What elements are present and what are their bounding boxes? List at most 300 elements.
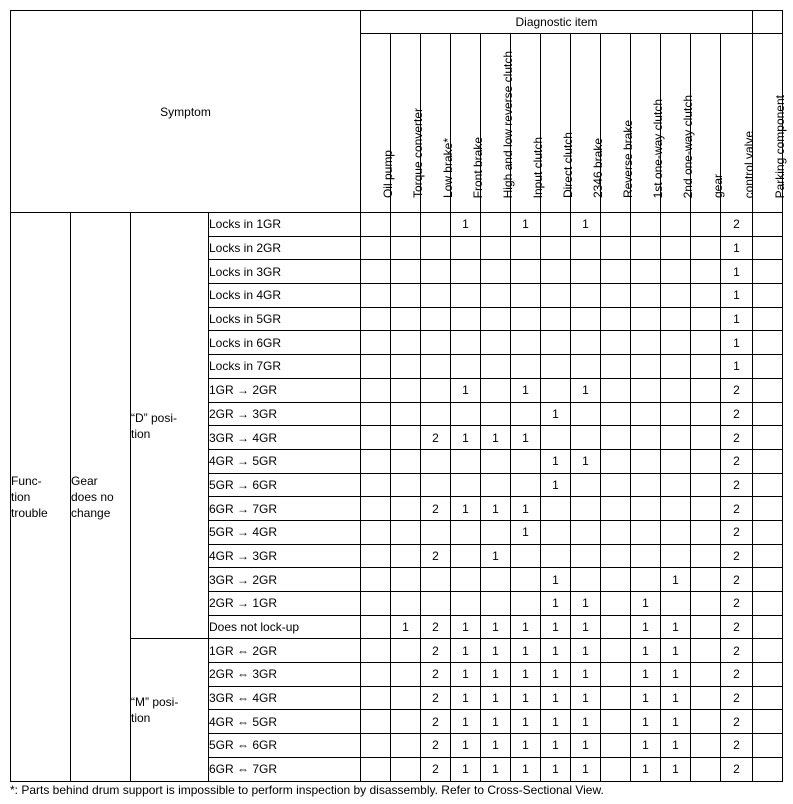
value-cell: 1 <box>511 520 541 544</box>
column-header <box>421 34 455 213</box>
column-header <box>511 34 545 213</box>
value-cell <box>661 402 691 426</box>
value-cell <box>541 284 571 308</box>
value-cell: 1 <box>571 213 601 237</box>
value-cell <box>691 307 721 331</box>
m-position-label: “M” posi- tion <box>131 694 179 725</box>
value-cell: 2 <box>421 757 451 781</box>
m-position-group <box>131 639 209 781</box>
value-cell: 1 <box>451 497 481 521</box>
value-cell <box>541 497 571 521</box>
value-cell <box>361 544 391 568</box>
column-header-label: gear <box>710 173 725 198</box>
column-header-label: Reverse brake <box>620 119 635 198</box>
symptom-cell: Locks in 2GR <box>209 236 361 260</box>
value-cell <box>601 639 631 663</box>
value-cell <box>511 236 541 260</box>
symptom-header: Symptom <box>11 11 361 213</box>
value-cell <box>391 568 421 592</box>
value-cell <box>481 355 511 379</box>
column-header-label: 2nd one-way clutch <box>680 94 695 198</box>
value-cell <box>361 331 391 355</box>
value-cell <box>753 307 783 331</box>
value-cell <box>631 236 661 260</box>
value-cell <box>541 378 571 402</box>
value-cell <box>631 473 661 497</box>
symptom-cell: Locks in 3GR <box>209 260 361 284</box>
value-cell <box>661 307 691 331</box>
value-cell: 1 <box>481 544 511 568</box>
value-cell: 1 <box>541 592 571 616</box>
value-cell: 2 <box>721 592 753 616</box>
value-cell: 1 <box>661 710 691 734</box>
value-cell <box>361 402 391 426</box>
value-cell <box>631 355 661 379</box>
value-cell: 1 <box>451 734 481 758</box>
value-cell <box>691 615 721 639</box>
value-cell <box>691 473 721 497</box>
value-cell: 2 <box>421 544 451 568</box>
value-cell <box>631 497 661 521</box>
value-cell: 2 <box>421 686 451 710</box>
value-cell <box>481 568 511 592</box>
value-cell <box>541 355 571 379</box>
value-cell: 2 <box>721 568 753 592</box>
value-cell <box>361 734 391 758</box>
value-cell <box>753 757 783 781</box>
value-cell <box>661 236 691 260</box>
function-trouble-label: Func- tion trouble <box>11 473 48 520</box>
value-cell <box>481 284 511 308</box>
table-row <box>11 213 783 237</box>
symptom-cell: Locks in 6GR <box>209 331 361 355</box>
value-cell: 1 <box>631 639 661 663</box>
value-cell <box>541 544 571 568</box>
value-cell: 1 <box>721 307 753 331</box>
value-cell: 1 <box>511 663 541 687</box>
value-cell <box>661 497 691 521</box>
column-header <box>571 34 605 213</box>
value-cell: 2 <box>421 497 451 521</box>
value-cell: 1 <box>571 449 601 473</box>
value-cell <box>571 307 601 331</box>
value-cell <box>691 378 721 402</box>
value-cell <box>601 260 631 284</box>
value-cell: 1 <box>541 615 571 639</box>
value-cell: 1 <box>571 592 601 616</box>
value-cell <box>511 568 541 592</box>
value-cell: 2 <box>721 449 753 473</box>
value-cell <box>691 663 721 687</box>
value-cell <box>451 568 481 592</box>
symptom-cell: Locks in 7GR <box>209 355 361 379</box>
value-cell <box>753 449 783 473</box>
symptom-cell: 2GR → 1GR <box>209 592 361 616</box>
value-cell: 2 <box>721 497 753 521</box>
value-cell <box>601 402 631 426</box>
value-cell: 1 <box>451 663 481 687</box>
value-cell <box>631 402 661 426</box>
value-cell <box>691 213 721 237</box>
value-cell <box>481 331 511 355</box>
value-cell: 1 <box>721 331 753 355</box>
value-cell <box>361 426 391 450</box>
value-cell <box>361 639 391 663</box>
value-cell <box>361 710 391 734</box>
value-cell <box>753 260 783 284</box>
column-header-label: 2346 brake <box>590 137 605 198</box>
value-cell <box>691 284 721 308</box>
symptom-cell: 4GR → 5GR <box>209 449 361 473</box>
value-cell <box>631 520 661 544</box>
value-cell <box>421 592 451 616</box>
value-cell <box>691 402 721 426</box>
value-cell <box>753 497 783 521</box>
value-cell: 1 <box>541 568 571 592</box>
value-cell: 1 <box>631 710 661 734</box>
value-cell: 2 <box>721 402 753 426</box>
value-cell <box>691 497 721 521</box>
symptom-cell: 4GR ⇔ 5GR <box>209 710 361 734</box>
value-cell <box>631 260 661 284</box>
value-cell: 1 <box>481 757 511 781</box>
value-cell <box>391 473 421 497</box>
value-cell: 1 <box>541 473 571 497</box>
value-cell: 2 <box>421 734 451 758</box>
value-cell: 1 <box>481 497 511 521</box>
value-cell <box>571 402 601 426</box>
value-cell: 2 <box>721 710 753 734</box>
value-cell <box>481 378 511 402</box>
value-cell: 1 <box>571 710 601 734</box>
value-cell <box>391 331 421 355</box>
d-position-group <box>131 213 209 639</box>
value-cell <box>451 284 481 308</box>
value-cell <box>361 213 391 237</box>
value-cell <box>661 426 691 450</box>
value-cell <box>631 213 661 237</box>
value-cell: 1 <box>661 734 691 758</box>
value-cell <box>631 378 661 402</box>
value-cell: 1 <box>511 686 541 710</box>
column-header-label: 1st one-way clutch <box>650 98 665 198</box>
symptom-cell: 6GR ⇔ 7GR <box>209 757 361 781</box>
value-cell <box>753 568 783 592</box>
value-cell <box>601 213 631 237</box>
value-cell <box>391 497 421 521</box>
value-cell <box>753 213 783 237</box>
column-header <box>451 34 485 213</box>
value-cell: 1 <box>721 260 753 284</box>
value-cell: 1 <box>661 568 691 592</box>
value-cell <box>601 568 631 592</box>
value-cell: 1 <box>511 213 541 237</box>
value-cell: 1 <box>511 426 541 450</box>
value-cell <box>601 757 631 781</box>
value-cell <box>571 544 601 568</box>
value-cell <box>421 355 451 379</box>
value-cell: 2 <box>721 663 753 687</box>
function-trouble-group <box>11 213 71 782</box>
value-cell <box>391 402 421 426</box>
value-cell <box>661 473 691 497</box>
value-cell: 1 <box>661 615 691 639</box>
value-cell <box>361 520 391 544</box>
value-cell <box>601 284 631 308</box>
value-cell <box>391 710 421 734</box>
symptom-cell: 3GR → 2GR <box>209 568 361 592</box>
column-header-label: Front brake <box>470 136 485 198</box>
value-cell: 1 <box>481 734 511 758</box>
value-cell <box>421 402 451 426</box>
value-cell <box>511 355 541 379</box>
value-cell <box>753 402 783 426</box>
value-cell: 1 <box>661 663 691 687</box>
value-cell <box>541 520 571 544</box>
value-cell <box>361 307 391 331</box>
value-cell <box>481 307 511 331</box>
value-cell <box>753 426 783 450</box>
value-cell: 1 <box>511 710 541 734</box>
value-cell <box>511 307 541 331</box>
value-cell <box>361 757 391 781</box>
value-cell <box>391 639 421 663</box>
value-cell: 1 <box>541 710 571 734</box>
value-cell <box>391 734 421 758</box>
value-cell <box>753 355 783 379</box>
value-cell <box>601 426 631 450</box>
value-cell <box>661 449 691 473</box>
value-cell <box>753 520 783 544</box>
column-header-label: Direct clutch <box>560 131 575 198</box>
value-cell: 1 <box>661 639 691 663</box>
value-cell <box>691 236 721 260</box>
value-cell <box>691 710 721 734</box>
value-cell: 1 <box>511 615 541 639</box>
value-cell: 1 <box>661 686 691 710</box>
value-cell <box>361 686 391 710</box>
value-cell <box>361 473 391 497</box>
value-cell <box>753 544 783 568</box>
value-cell: 1 <box>571 615 601 639</box>
column-header <box>541 34 575 213</box>
value-cell <box>361 592 391 616</box>
value-cell: 2 <box>421 663 451 687</box>
value-cell <box>631 449 661 473</box>
value-cell <box>571 520 601 544</box>
value-cell: 1 <box>481 710 511 734</box>
value-cell <box>361 615 391 639</box>
symptom-cell: 4GR → 3GR <box>209 544 361 568</box>
value-cell: 2 <box>721 757 753 781</box>
value-cell: 1 <box>511 378 541 402</box>
value-cell <box>421 331 451 355</box>
value-cell <box>631 426 661 450</box>
value-cell: 1 <box>451 378 481 402</box>
value-cell <box>753 663 783 687</box>
value-cell <box>691 355 721 379</box>
value-cell <box>481 402 511 426</box>
value-cell <box>391 592 421 616</box>
value-cell <box>391 757 421 781</box>
value-cell <box>421 307 451 331</box>
value-cell: 1 <box>571 757 601 781</box>
value-cell <box>541 307 571 331</box>
value-cell <box>421 568 451 592</box>
symptom-cell: 2GR ⇔ 3GR <box>209 663 361 687</box>
value-cell: 2 <box>421 426 451 450</box>
value-cell <box>691 449 721 473</box>
value-cell <box>753 734 783 758</box>
value-cell <box>511 544 541 568</box>
value-cell <box>691 686 721 710</box>
value-cell <box>511 260 541 284</box>
value-cell <box>481 213 511 237</box>
value-cell <box>361 260 391 284</box>
value-cell <box>451 236 481 260</box>
value-cell: 1 <box>571 639 601 663</box>
value-cell <box>601 592 631 616</box>
diagnostic-item-header-end <box>753 11 783 34</box>
value-cell <box>753 284 783 308</box>
column-header <box>753 34 787 213</box>
symptom-cell: 3GR → 4GR <box>209 426 361 450</box>
value-cell <box>601 473 631 497</box>
value-cell <box>691 757 721 781</box>
value-cell <box>451 355 481 379</box>
value-cell <box>451 473 481 497</box>
column-header <box>481 34 515 213</box>
value-cell: 2 <box>721 686 753 710</box>
value-cell <box>511 449 541 473</box>
value-cell <box>451 331 481 355</box>
value-cell <box>511 473 541 497</box>
value-cell: 2 <box>721 615 753 639</box>
value-cell: 1 <box>631 663 661 687</box>
value-cell <box>601 615 631 639</box>
value-cell <box>481 473 511 497</box>
value-cell: 1 <box>541 639 571 663</box>
value-cell: 1 <box>391 615 421 639</box>
value-cell <box>481 260 511 284</box>
value-cell <box>571 284 601 308</box>
value-cell: 1 <box>571 686 601 710</box>
value-cell <box>661 284 691 308</box>
column-header-label: Torque converter <box>410 107 425 198</box>
value-cell <box>661 331 691 355</box>
value-cell <box>753 378 783 402</box>
value-cell <box>361 355 391 379</box>
value-cell: 1 <box>511 757 541 781</box>
value-cell <box>753 615 783 639</box>
value-cell <box>753 331 783 355</box>
value-cell: 2 <box>421 615 451 639</box>
column-header <box>691 34 725 213</box>
value-cell <box>753 710 783 734</box>
value-cell: 1 <box>631 757 661 781</box>
value-cell: 1 <box>541 402 571 426</box>
value-cell <box>421 236 451 260</box>
value-cell <box>601 331 631 355</box>
column-header <box>721 34 756 213</box>
value-cell: 2 <box>421 710 451 734</box>
value-cell: 2 <box>421 639 451 663</box>
column-header-label: Parking component <box>772 94 787 198</box>
value-cell <box>601 497 631 521</box>
value-cell: 1 <box>571 663 601 687</box>
value-cell: 1 <box>481 663 511 687</box>
value-cell <box>361 236 391 260</box>
value-cell <box>601 449 631 473</box>
value-cell <box>511 284 541 308</box>
value-cell: 2 <box>721 520 753 544</box>
symptom-cell: 6GR → 7GR <box>209 497 361 521</box>
value-cell: 1 <box>451 686 481 710</box>
column-header-label: Input clutch <box>530 136 545 198</box>
symptom-cell: 5GR → 4GR <box>209 520 361 544</box>
value-cell <box>421 213 451 237</box>
value-cell <box>391 213 421 237</box>
value-cell <box>391 663 421 687</box>
symptom-cell: 5GR → 6GR <box>209 473 361 497</box>
value-cell: 1 <box>721 236 753 260</box>
value-cell <box>601 663 631 687</box>
value-cell <box>361 449 391 473</box>
value-cell <box>661 520 691 544</box>
value-cell <box>541 331 571 355</box>
column-header-label: Oil pump <box>380 149 395 198</box>
value-cell <box>421 520 451 544</box>
value-cell: 2 <box>721 734 753 758</box>
value-cell: 1 <box>631 615 661 639</box>
value-cell <box>421 378 451 402</box>
diagnostic-table <box>10 10 787 782</box>
value-cell <box>511 592 541 616</box>
value-cell: 1 <box>451 426 481 450</box>
value-cell <box>361 568 391 592</box>
value-cell <box>691 544 721 568</box>
symptom-cell: Locks in 5GR <box>209 307 361 331</box>
value-cell <box>391 307 421 331</box>
value-cell <box>391 544 421 568</box>
value-cell: 1 <box>631 686 661 710</box>
value-cell <box>601 355 631 379</box>
value-cell <box>481 449 511 473</box>
value-cell: 1 <box>451 710 481 734</box>
value-cell <box>661 260 691 284</box>
value-cell: 1 <box>541 663 571 687</box>
value-cell: 1 <box>541 734 571 758</box>
column-header <box>631 34 665 213</box>
value-cell <box>691 639 721 663</box>
column-header <box>601 34 635 213</box>
value-cell <box>691 568 721 592</box>
value-cell <box>391 284 421 308</box>
value-cell <box>391 355 421 379</box>
value-cell <box>571 473 601 497</box>
value-cell <box>691 426 721 450</box>
value-cell: 1 <box>541 686 571 710</box>
value-cell <box>631 307 661 331</box>
value-cell <box>661 213 691 237</box>
value-cell <box>391 260 421 284</box>
value-cell: 1 <box>631 734 661 758</box>
footnote: *: Parts behind drum support is impossible to perform inspection by disassembly. Refer to Cross-Sectional View. <box>10 783 604 797</box>
value-cell <box>451 260 481 284</box>
value-cell <box>691 331 721 355</box>
column-header-label: control valve <box>741 130 756 198</box>
value-cell <box>753 686 783 710</box>
